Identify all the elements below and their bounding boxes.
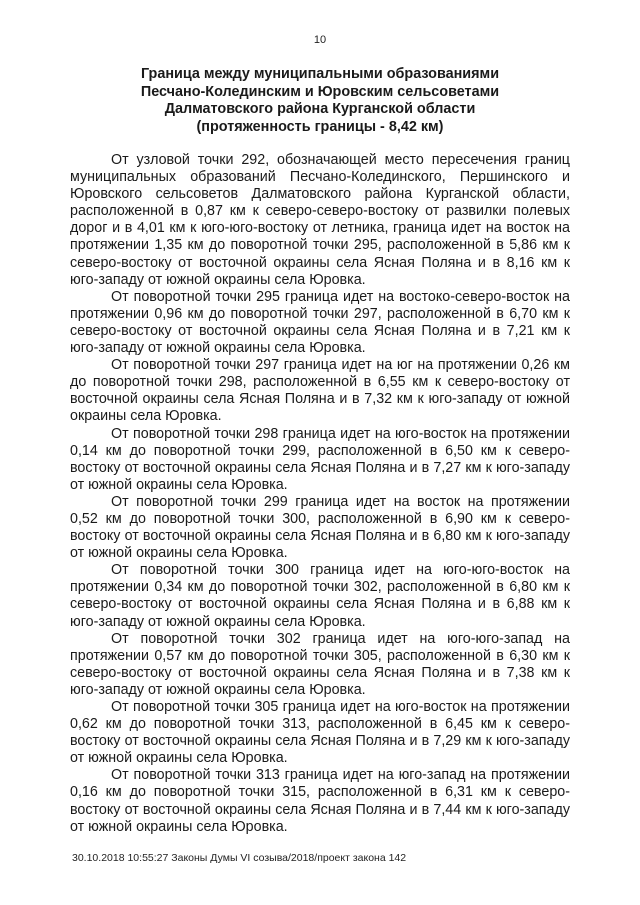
document-body [70,152,570,836]
paragraph-2: От поворотной точки 295 граница идет на востоко-северо-восток на протяжении 0,96 км до поворотной точки 297, расположенной в 6,70 км к северо-востоку от восточной окраины села Ясная Поляна и в 7,21 км к юго-западу от южной окраины села Юровка. [70,288,570,357]
title-line-3: Далматовского района Курганской области [164,101,476,117]
paragraph-6: От поворотной точки 300 граница идет на юго-юго-восток на протяжении 0,34 км до поворотной точки 302, расположенной в 6,80 км к северо-востоку от восточной окраины села Ясная Поляна и в 6,88 км к юго-западу от южной окраины села Юровка. [70,562,570,630]
title-line-1: Граница между муниципальными образованиями [140,66,500,82]
document-title [60,66,580,136]
page-number: 10 [313,34,327,46]
paragraph-9: От поворотной точки 313 граница идет на юго-запад на протяжении 0,16 км до поворотной точки 315, расположенной в 6,31 км к северо-востоку от восточной окраины села Ясная Поляна и в 7,44 км к юго-западу от южной окраины села Юровка. [70,767,570,835]
title-line-4-length: (протяженность границы - 8,42 км) [196,118,444,135]
paragraph-4: От поворотной точки 298 граница идет на юго-восток на протяжении 0,14 км до поворотной точки 299, расположенной в 6,50 км к северо-востоку от восточной окраины села Ясная Поляна и в 7,27 км к юго-западу от южной окраины села Юровка. [70,425,570,493]
paragraph-5: От поворотной точки 299 граница идет на восток на протяжении 0,52 км до поворотной точки 300, расположенной в 6,90 км к северо-востоку от восточной окраины села Ясная Поляна и в 6,80 км к юго-западу от южной окраины села Юровка. [70,493,570,562]
document-footer: 30.10.2018 10:55:27 Законы Думы VI созыва/2018/проект закона 142 [72,852,407,864]
paragraph-8: От поворотной точки 305 граница идет на юго-восток на протяжении 0,62 км до поворотной точки 313, расположенной в 6,45 км к северо-востоку от восточной окраины села Ясная Поляна и в 7,29 км к юго-западу от южной окраины села Юровка. [70,699,570,767]
paragraph-3: От поворотной точки 297 граница идет на юг на протяжении 0,26 км до поворотной точки 298, расположенной в 6,55 км к северо-востоку от восточной окраины села Ясная Поляна и в 7,32 км к юго-западу от южной окраины села Юровка. [70,357,570,425]
title-line-2: Песчано-Колединским и Юровским сельсоветами [140,83,500,100]
paragraph-1: От узловой точки 292, обозначающей место пересечения границ муниципальных образований Песчано-Колединского, Першинского и Юровского сельсоветов Далматовского района Курганской области, расположенной в 0,87 км к северо-северо-востоку от развилки полевых дорог и в 4,01 км к юго-юго-востоку от летника, граница идет на восток на протяжении 1,35 км до поворотной точки 295, расположенной в 5,86 км к северо-востоку от восточной окраины села Ясная Поляна и в 8,16 км к юго-западу от южной окраины села Юровка. [70,152,570,288]
paragraph-7: От поворотной точки 302 граница идет на юго-юго-запад на протяжении 0,57 км до поворотной точки 305, расположенной в 6,30 км к северо-востоку от восточной окраины села Ясная Поляна и в 7,38 км к юго-западу от южной окраины села Юровка. [70,630,570,698]
